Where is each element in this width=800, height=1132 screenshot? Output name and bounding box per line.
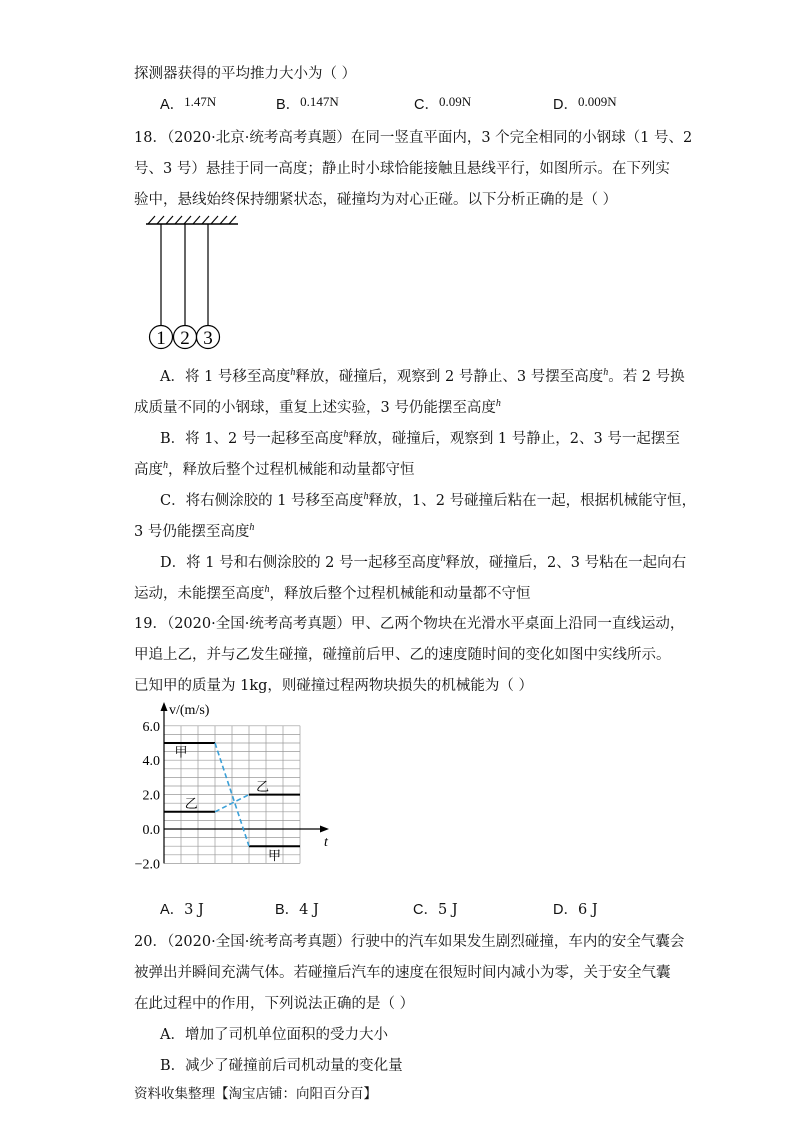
y-tick-label: −2.0 — [134, 857, 160, 873]
q18-stem-line3: 验中，悬线始终保持绷紧状态，碰撞均为对心正碰。以下分析正确的是（ ） — [134, 192, 618, 208]
q20-stem-line1: 20．（2020·全国·统考高考真题）行驶中的汽车如果发生剧烈碰撞，车内的安全气囊会 — [134, 934, 685, 950]
q18-option-d-line1[interactable]: D．将 1 号和右侧涂胶的 2 号一起移至高度$^h$释放，碰撞后，2、3 号粘在一起向右 — [160, 553, 687, 571]
q20-stem-line2: 被弹出并瞬间充满气体。若碰撞后汽车的速度在很短时间内减小为零，关于安全气囊 — [134, 965, 671, 981]
q18-option-c-line1[interactable]: C．将右侧涂胶的 1 号移至高度$^h$释放，1、2 号碰撞后粘在一起，根据机械能守恒， — [160, 491, 697, 509]
q20-option-a[interactable]: A．增加了司机单位面积的受力大小 — [160, 1027, 388, 1043]
q17-option-d[interactable]: D．0.009N — [553, 94, 617, 113]
q18-option-b-line2: 高度$^h$，释放后整个过程机械能和动量都守恒 — [134, 460, 415, 478]
q17-option-a[interactable]: A．1.47N — [160, 94, 217, 113]
x-axis-arrow — [320, 826, 329, 833]
q18-option-d-line2: 运动，未能摆至高度$^h$，释放后整个过程机械能和动量都不守恒 — [134, 584, 531, 602]
q19-option-b[interactable]: B．4 J — [275, 902, 319, 918]
q20-option-b[interactable]: B．减少了碰撞前后司机动量的变化量 — [160, 1058, 403, 1074]
x-axis-label: t — [324, 835, 328, 850]
y-axis-arrow — [161, 702, 168, 711]
q20-stem-line3: 在此过程中的作用，下列说法正确的是（ ） — [134, 996, 415, 1012]
q18-option-b-line1[interactable]: B．将 1、2 号一起移至高度$^h$释放，碰撞后，观察到 1 号静止，2、3 号一起摆至 — [160, 429, 680, 447]
y-tick-label: 2.0 — [142, 788, 160, 804]
q19-stem-line1: 19．（2020·全国·统考高考真题）甲、乙两个物块在光滑水平桌面上沿同一直线运动， — [134, 616, 685, 632]
pendulum-figure — [140, 212, 250, 360]
q18-option-c-line2: 3 号仍能摆至高度$^h$ — [134, 522, 255, 540]
q19-option-a[interactable]: A．3 J — [160, 902, 204, 918]
q19-option-d[interactable]: D．6 J — [553, 902, 598, 918]
y-tick-label: 4.0 — [142, 754, 160, 770]
page-footer: 资料收集整理【淘宝店铺：向阳百分百】 — [134, 1086, 377, 1102]
ball-2-label: 2 — [180, 328, 190, 349]
q19-stem-line3: 已知甲的质量为 1kg，则碰撞过程两物块损失的机械能为（ ） — [134, 678, 534, 694]
q17-stem: 探测器获得的平均推力大小为（ ） — [134, 66, 357, 82]
series-label: 乙 — [184, 796, 198, 812]
q19-option-c[interactable]: C．5 J — [413, 902, 458, 918]
y-axis-label: v/(m/s) — [169, 703, 210, 718]
ball-1-label: 1 — [156, 328, 166, 349]
ceiling-hatching — [148, 216, 236, 224]
series-label: 乙 — [256, 779, 270, 794]
series-label: 甲 — [267, 847, 282, 863]
y-tick-label: 6.0 — [142, 719, 160, 735]
chart-axes — [161, 702, 330, 863]
q18-stem-line1: 18．（2020·北京·统考高考真题）在同一竖直平面内，3 个完全相同的小钢球（1 号、2 — [134, 130, 693, 146]
q18-option-a-line1[interactable]: A．将 1 号移至高度$^h$释放，碰撞后，观察到 2 号静止、3 号摆至高度$^h$。若 2 号换 — [160, 367, 685, 385]
ball-3-label: 3 — [203, 328, 213, 349]
series-label: 甲 — [174, 744, 188, 760]
q19-stem-line2: 甲追上乙，并与乙发生碰撞，碰撞前后甲、乙的速度随时间的变化如图中实线所示。 — [134, 647, 671, 663]
q18-option-a-line2: 成质量不同的小钢球，重复上述实验，3 号仍能摆至高度$^h$ — [134, 398, 501, 416]
q17-option-c[interactable]: C．0.09N — [414, 94, 472, 113]
q17-option-b[interactable]: B．0.147N — [276, 94, 339, 113]
velocity-time-chart — [132, 700, 352, 880]
y-tick-label: 0.0 — [142, 823, 160, 838]
q18-stem-line2: 号、3 号）悬挂于同一高度；静止时小球恰能接触且悬线平行，如图所示。在下列实 — [134, 161, 670, 177]
